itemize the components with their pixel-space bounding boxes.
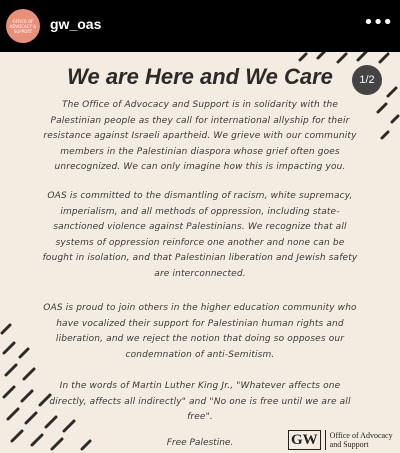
statement-paragraph-4: In the words of Martin Luther King Jr., "Whatever affects one directly, affects all indirectly" and "No one is free until we are all free". bbox=[49, 381, 351, 423]
statement-paragraph-1: The Office of Advocacy and Support is in solidarity with the Palestinian people as they call for international allyship for their resistance against Israeli apartheid. We grieve with our community members in the Palestinian diaspora whose grief often goes unrecognized. We can only imagine how this is impacting you. bbox=[43, 100, 357, 173]
gw-logo-mark: GW bbox=[288, 430, 321, 450]
oas-logo bbox=[288, 429, 393, 451]
post-image bbox=[0, 52, 400, 453]
username-link[interactable]: gw_oas bbox=[50, 16, 102, 32]
more-horizontal-icon[interactable]: ••• bbox=[363, 12, 392, 33]
avatar-text: OFFICE OF ADVOCACY & SUPPORT bbox=[9, 18, 37, 34]
carousel-page-indicator: 1/2 bbox=[352, 65, 382, 95]
avatar[interactable] bbox=[6, 9, 40, 43]
post-title: We are Here and We Care bbox=[67, 64, 333, 89]
logo-wordmark bbox=[330, 431, 393, 449]
logo-divider bbox=[325, 430, 326, 450]
post-header bbox=[0, 0, 400, 52]
statement-paragraph-3: OAS is proud to join others in the higher education community who have vocalized their support for Palestinian human rights and liberation, and we reject the notion that doing so opposes our condemnation of anti-Semitism. bbox=[43, 303, 357, 360]
logo-line-1: Office of Advocacy bbox=[329, 431, 393, 440]
logo-line-2: and Support bbox=[329, 440, 369, 449]
closing-line: Free Palestine. bbox=[166, 438, 234, 448]
statement-paragraph-2: OAS is committed to the dismantling of racism, white supremacy, imperialism, and all methods of oppression, including state-sanctioned violence against Palestinians. We recognize that all systems of oppression reinforce one another and none can be fought in isolation, and that Palestinian liberation and Jewish safety are interconnected. bbox=[42, 191, 358, 279]
